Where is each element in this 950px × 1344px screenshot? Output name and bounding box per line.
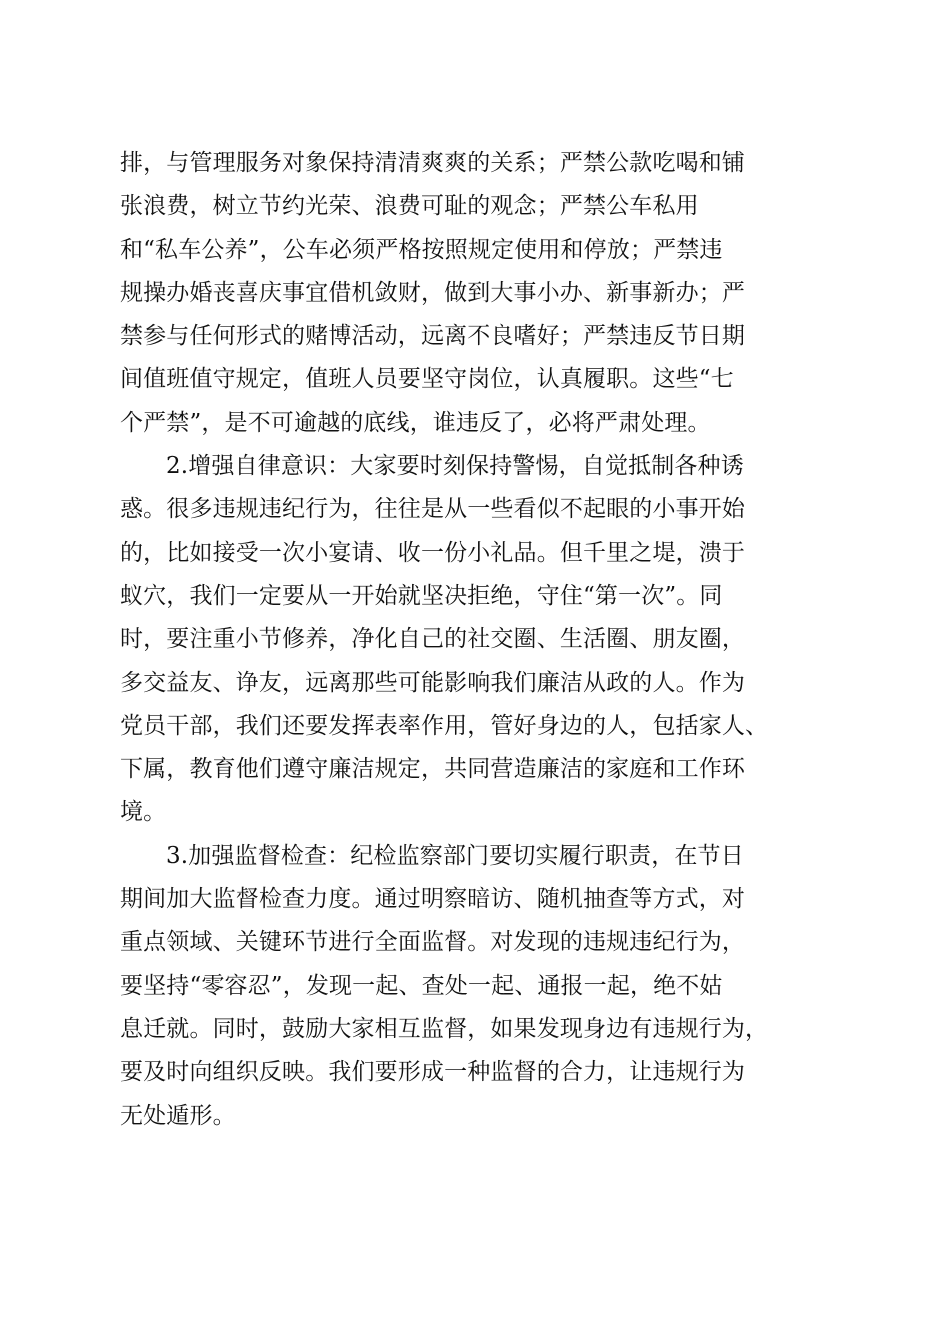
text-line: 境。 — [120, 799, 167, 826]
text-line: 时，要注重小节修养，净化自己的社交圈、生活圈、朋友圈， — [120, 626, 746, 653]
text-line: 规操办婚丧喜庆事宜借机敛财，做到大事小办、新事新办；严 — [120, 279, 746, 306]
text-line: 和“私车公养”，公车必须严格按照规定使用和停放；严禁违 — [120, 236, 723, 263]
text-line: 蚁穴，我们一定要从一开始就坚决拒绝，守住“第一次”。同 — [120, 582, 723, 609]
text-line: 多交益友、诤友，远离那些可能影响我们廉洁从政的人。作为 — [120, 669, 746, 696]
text-line: 下属，教育他们遵守廉洁规定，共同营造廉洁的家庭和工作环 — [120, 756, 746, 783]
text-line: 要坚持“零容忍”，发现一起、查处一起、通报一起，绝不姑 — [120, 972, 723, 999]
text-line: 重点领域、关键环节进行全面监督。对发现的违规违纪行为， — [120, 929, 746, 956]
text-line: 排，与管理服务对象保持清清爽爽的关系；严禁公款吃喝和铺 — [120, 150, 746, 176]
text-line: 惑。很多违规违纪行为，往往是从一些看似不起眼的小事开始 — [120, 496, 746, 523]
section-heading-line: 3.加强监督检查：纪检监察部门要切实履行职责，在节日 — [166, 842, 744, 869]
text-line: 息迁就。同时，鼓励大家相互监督，如果发现身边有违规行为， — [120, 1015, 769, 1042]
text-line: 张浪费，树立节约光荣、浪费可耻的观念；严禁公车私用 — [120, 193, 699, 220]
section-heading-line: 2.增强自律意识：大家要时刻保持警惕，自觉抵制各种诱 — [166, 453, 744, 480]
text-line: 的，比如接受一次小宴请、收一份小礼品。但千里之堤，溃于 — [120, 539, 746, 566]
text-line: 无处遁形。 — [120, 1102, 236, 1129]
body-text — [120, 142, 840, 1138]
text-line: 期间加大监督检查力度。通过明察暗访、随机抽查等方式，对 — [120, 886, 746, 913]
text-line: 禁参与任何形式的赌博活动，远离不良嗜好；严禁违反节日期 — [120, 323, 746, 350]
text-line: 个严禁”，是不可逾越的底线，谁违反了，必将严肃处理。 — [120, 409, 711, 436]
text-line: 党员干部，我们还要发挥表率作用，管好身边的人，包括家人、 — [120, 712, 769, 739]
text-line: 间值班值守规定，值班人员要坚守岗位，认真履职。这些“七 — [120, 366, 734, 393]
text-line: 要及时向组织反映。我们要形成一种监督的合力，让违规行为 — [120, 1059, 746, 1086]
